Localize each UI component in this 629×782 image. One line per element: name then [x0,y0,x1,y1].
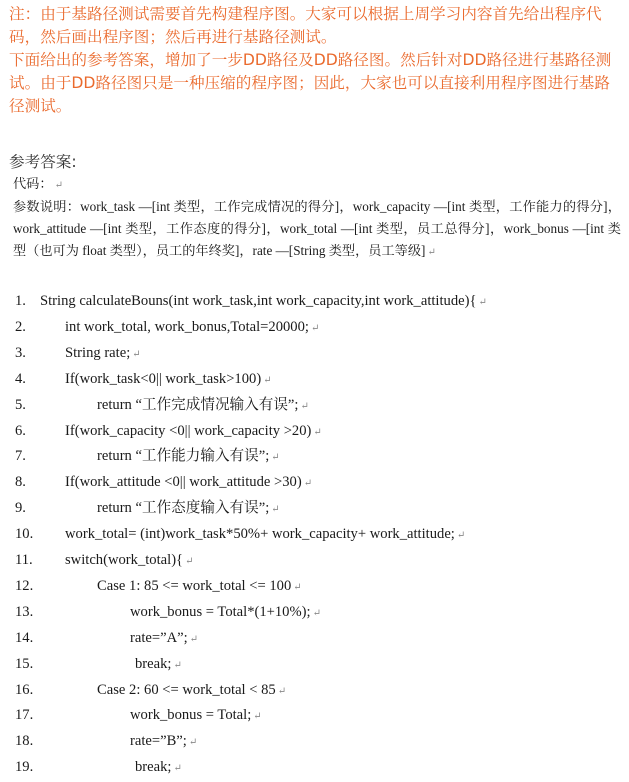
line-number: 1. [15,293,26,309]
answer-heading: 参考答案: [9,153,77,171]
line-number: 5. [15,396,26,413]
code-text: work_total= (int)work_task*50%+ work_capacity+ work_attitude; ↵ [65,526,466,543]
line-number: 16. [15,681,34,698]
code-text: break; ↵ [135,655,182,672]
code-text: Case 2: 60 <= work_total < 85 ↵ [97,681,287,698]
code-label: 代码： [13,176,53,191]
return-mark: ↵ [312,607,321,619]
return-mark: ↵ [54,180,63,191]
line-number: 7. [15,448,26,465]
return-mark: ↵ [313,426,322,438]
line-number: 6. [15,422,26,439]
line-number: 2. [15,318,26,335]
return-mark: ↵ [132,348,141,360]
return-mark: ↵ [189,633,199,645]
return-mark: ↵ [300,400,309,412]
return-mark: ↵ [173,763,182,775]
note-paragraph-1: 注：由于基路径测试需要首先构建程序图。大家可以根据上周学习内容首先给出程序代码，然后画出程序图；然后再进行基路径测试。 [9,5,602,46]
line-number: 18. [15,733,34,750]
return-mark: ↵ [271,452,280,464]
line-number: 15. [15,655,34,672]
line-number: 13. [15,603,34,620]
code-text: String rate; ↵ [65,344,141,361]
return-mark: ↵ [277,685,287,697]
return-mark: ↵ [427,247,436,258]
line-number: 12. [15,577,34,594]
return-mark: ↵ [456,530,466,542]
code-text: rate=”A”; ↵ [130,629,199,646]
return-mark: ↵ [188,737,198,749]
code-label-line [13,174,621,196]
parameter-description [13,196,621,264]
param-desc-text: 参数说明：work_task —[int 类型，工作完成情况的得分]，work_capacity —[int 类型，工作能力的得分]，work_attitude —[int 类型，工作态度的得分]，work_total —[int 类型，员工总得分]，work_bonus —[int 类型（也可为 float 类型），员工的年终奖]，rate —[String 类型，员工等级] [13,199,621,258]
code-text: rate=”B”; ↵ [130,733,198,750]
code-text: String calculateBouns(int work_task,int work_capacity,int work_attitude){ ↵ [40,293,487,309]
code-text: If(work_capacity <0|| work_capacity >20) ↵ [65,422,322,439]
line-number: 8. [15,474,26,491]
code-text: int work_total, work_bonus,Total=20000; ↵ [65,318,320,335]
return-mark: ↵ [478,297,487,308]
instruction-note [9,3,621,118]
note-paragraph-2: 下面给出的参考答案，增加了一步DD路径及DD路径图。然后针对DD路径进行基路径测试。由于DD路径图只是一种压缩的程序图；因此，大家也可以直接利用程序图进行基路径测试。 [9,51,612,115]
return-mark: ↵ [185,556,194,567]
code-text: return “工作完成情况输入有误”; ↵ [97,396,309,413]
line-number: 17. [15,707,34,724]
code-text: switch(work_total){ ↵ [65,552,194,568]
line-number: 9. [15,500,26,517]
line-number: 14. [15,629,34,646]
return-mark: ↵ [303,478,313,490]
code-text: If(work_attitude <0|| work_attitude >30) ↵ [65,474,313,491]
line-number: 19. [15,759,34,776]
line-number: 4. [15,370,26,387]
return-mark: ↵ [173,659,182,671]
code-text: Case 1: 85 <= work_total <= 100 ↵ [97,577,302,594]
code-text: work_bonus = Total*(1+10%); ↵ [130,603,321,620]
line-number: 11. [15,552,33,568]
code-text: work_bonus = Total; ↵ [130,707,262,724]
code-text: return “工作态度输入有误”; ↵ [97,500,280,517]
return-mark: ↵ [253,711,262,723]
code-text: break; ↵ [135,759,182,776]
return-mark: ↵ [293,581,302,593]
line-number: 3. [15,344,26,361]
line-number: 10. [15,526,34,543]
return-mark: ↵ [310,322,320,334]
code-text: return “工作能力输入有误”; ↵ [97,448,280,465]
return-mark: ↵ [271,504,280,516]
code-text: If(work_task<0|| work_task>100) ↵ [65,370,272,387]
return-mark: ↵ [263,374,272,386]
